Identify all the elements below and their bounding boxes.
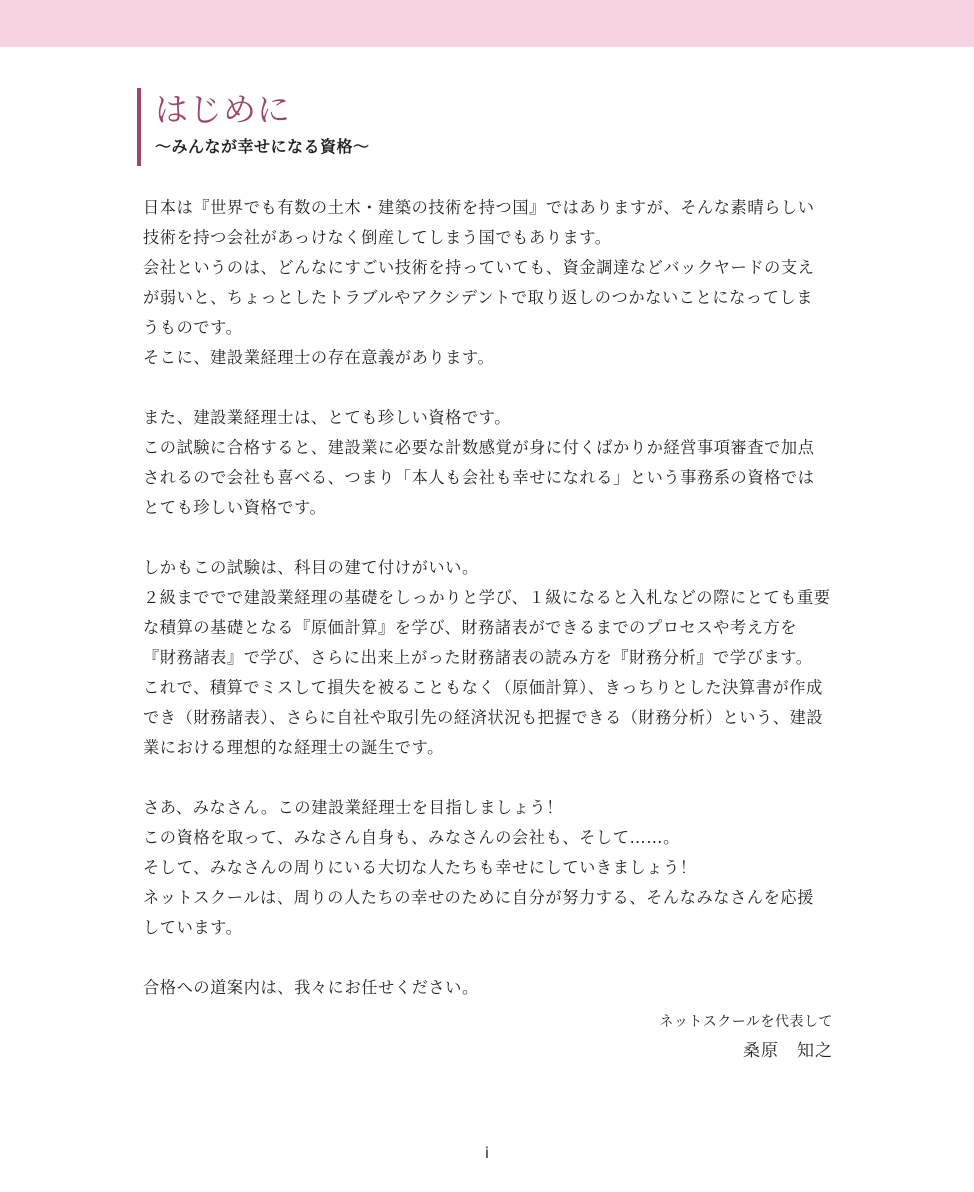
paragraph-gap [143, 763, 843, 793]
paragraph-line: が弱いと、ちょっとしたトラブルやアクシデントで取り返しのつかないことになってしま [143, 288, 814, 307]
paragraph-line: また、建設業経理士は、とても珍しい資格です。 [143, 408, 512, 427]
paragraph [143, 403, 843, 523]
paragraph-line: しています。 [143, 918, 243, 937]
paragraph-line: これで、積算でミスして損失を被ることもなく（原価計算）、きっちりとした決算書が作成 [143, 678, 823, 697]
page-number: i [484, 1144, 490, 1162]
body-text [143, 193, 843, 1003]
paragraph-line: そして、みなさんの周りにいる大切な人たちも幸せにしていきましょう！ [143, 858, 697, 877]
page-title: はじめに [155, 90, 291, 129]
paragraph-line: 合格への道案内は、我々にお任せください。 [143, 978, 479, 997]
header-band [0, 0, 974, 47]
paragraph-line: 『財務諸表』で学び、さらに出来上がった財務諸表の読み方を『財務分析』で学びます。 [143, 648, 813, 667]
paragraph-line: とても珍しい資格です。 [143, 498, 327, 517]
paragraph [143, 553, 843, 763]
paragraph [143, 793, 843, 943]
paragraph-line: ２級まででで建設業経理の基礎をしっかりと学び、１級になると入札などの際にとても重要 [143, 588, 831, 607]
paragraph [143, 193, 843, 373]
paragraph-line: そこに、建設業経理士の存在意義があります。 [143, 348, 495, 367]
signature-organization: ネットスクールを代表して [659, 1014, 833, 1030]
paragraph-line: 会社というのは、どんなにすごい技術を持っていても、資金調達などバックヤードの支え [143, 258, 815, 277]
paragraph-line: されるので会社も喜べる、つまり「本人も会社も幸せになれる」という事務系の資格では [143, 468, 815, 487]
paragraph-gap [143, 523, 843, 553]
paragraph-line: しかもこの試験は、科目の建て付けがいい。 [143, 558, 479, 577]
heading-block [137, 88, 370, 166]
paragraph-line: な積算の基礎となる『原価計算』を学び、財務諸表ができるまでのプロセスや考え方を [143, 618, 798, 637]
paragraph-line: この試験に合格すると、建設業に必要な計数感覚が身に付くばかりか経営事項審査で加点 [143, 438, 815, 457]
paragraph-line: さあ、みなさん。この建設業経理士を目指しましょう！ [143, 798, 564, 817]
signature-name: 桑原 知之 [743, 1041, 833, 1061]
paragraph-gap [143, 373, 843, 403]
page-subtitle: 〜みんなが幸せになる資格〜 [155, 137, 370, 156]
paragraph-line: 日本は『世界でも有数の土木・建築の技術を持つ国』ではありますが、そんな素晴らしい [143, 198, 815, 217]
paragraph-line: でき（財務諸表）、さらに自社や取引先の経済状況も把握できる（財務分析）という、建設 [143, 708, 824, 727]
paragraph-line: 技術を持つ会社があっけなく倒産してしまう国でもあります。 [143, 228, 612, 247]
paragraph-line: 業における理想的な経理士の誕生です。 [143, 738, 444, 757]
paragraph-line: ネットスクールは、周りの人たちの幸せのために自分が努力する、そんなみなさんを応援 [143, 888, 815, 907]
paragraph [143, 973, 843, 1003]
paragraph-line: この資格を取って、みなさん自身も、みなさんの会社も、そして……。 [143, 828, 680, 847]
paragraph-line: うものです。 [143, 318, 243, 337]
paragraph-gap [143, 943, 843, 973]
